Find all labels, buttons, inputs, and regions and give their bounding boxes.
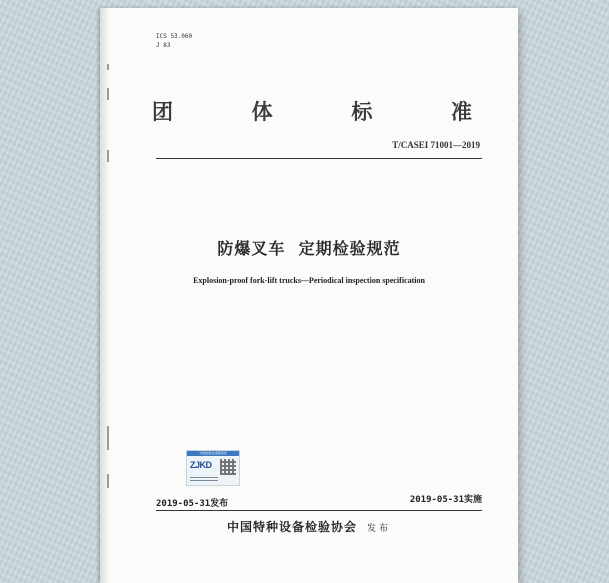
- classification-codes: [156, 32, 192, 50]
- bottom-divider: [156, 510, 482, 511]
- standard-number: T/CASEI 71001—2019: [392, 140, 480, 150]
- heading-char: 团: [152, 99, 173, 124]
- standard-booklet-cover: [100, 8, 518, 583]
- anti-counterfeit-seal: [186, 450, 240, 486]
- title-english: Explosion-proof fork-lift trucks—Periodical inspection specification: [193, 276, 425, 285]
- staple-mark: [107, 150, 109, 162]
- ics-code: ICS 53.060: [156, 33, 193, 40]
- qr-code-icon: [220, 459, 236, 475]
- title-chinese: 防爆叉车 定期检验规范: [217, 239, 401, 258]
- seal-band-text: 中国标准在线服务网: [187, 451, 239, 456]
- heading-char: 体: [251, 99, 273, 124]
- staple-mark: [107, 474, 109, 488]
- ccs-code: J 83: [156, 42, 171, 49]
- implementation-date: 2019-05-31实施: [409, 495, 482, 505]
- staple-mark: [107, 64, 109, 70]
- seal-fine-print: [190, 475, 218, 481]
- publisher-name: 中国特种设备检验协会: [226, 520, 357, 534]
- heading-char: 标: [351, 99, 373, 124]
- standard-type-heading: [152, 96, 472, 126]
- heading-char: 准: [450, 99, 472, 124]
- top-divider: [156, 158, 482, 159]
- staple-mark: [107, 426, 109, 450]
- publisher-verb: 发布: [367, 524, 392, 534]
- publisher-line: [100, 516, 518, 535]
- staple-mark: [107, 88, 109, 100]
- issue-date: 2019-05-31发布: [156, 499, 229, 509]
- seal-logo: ZJKD: [190, 460, 212, 470]
